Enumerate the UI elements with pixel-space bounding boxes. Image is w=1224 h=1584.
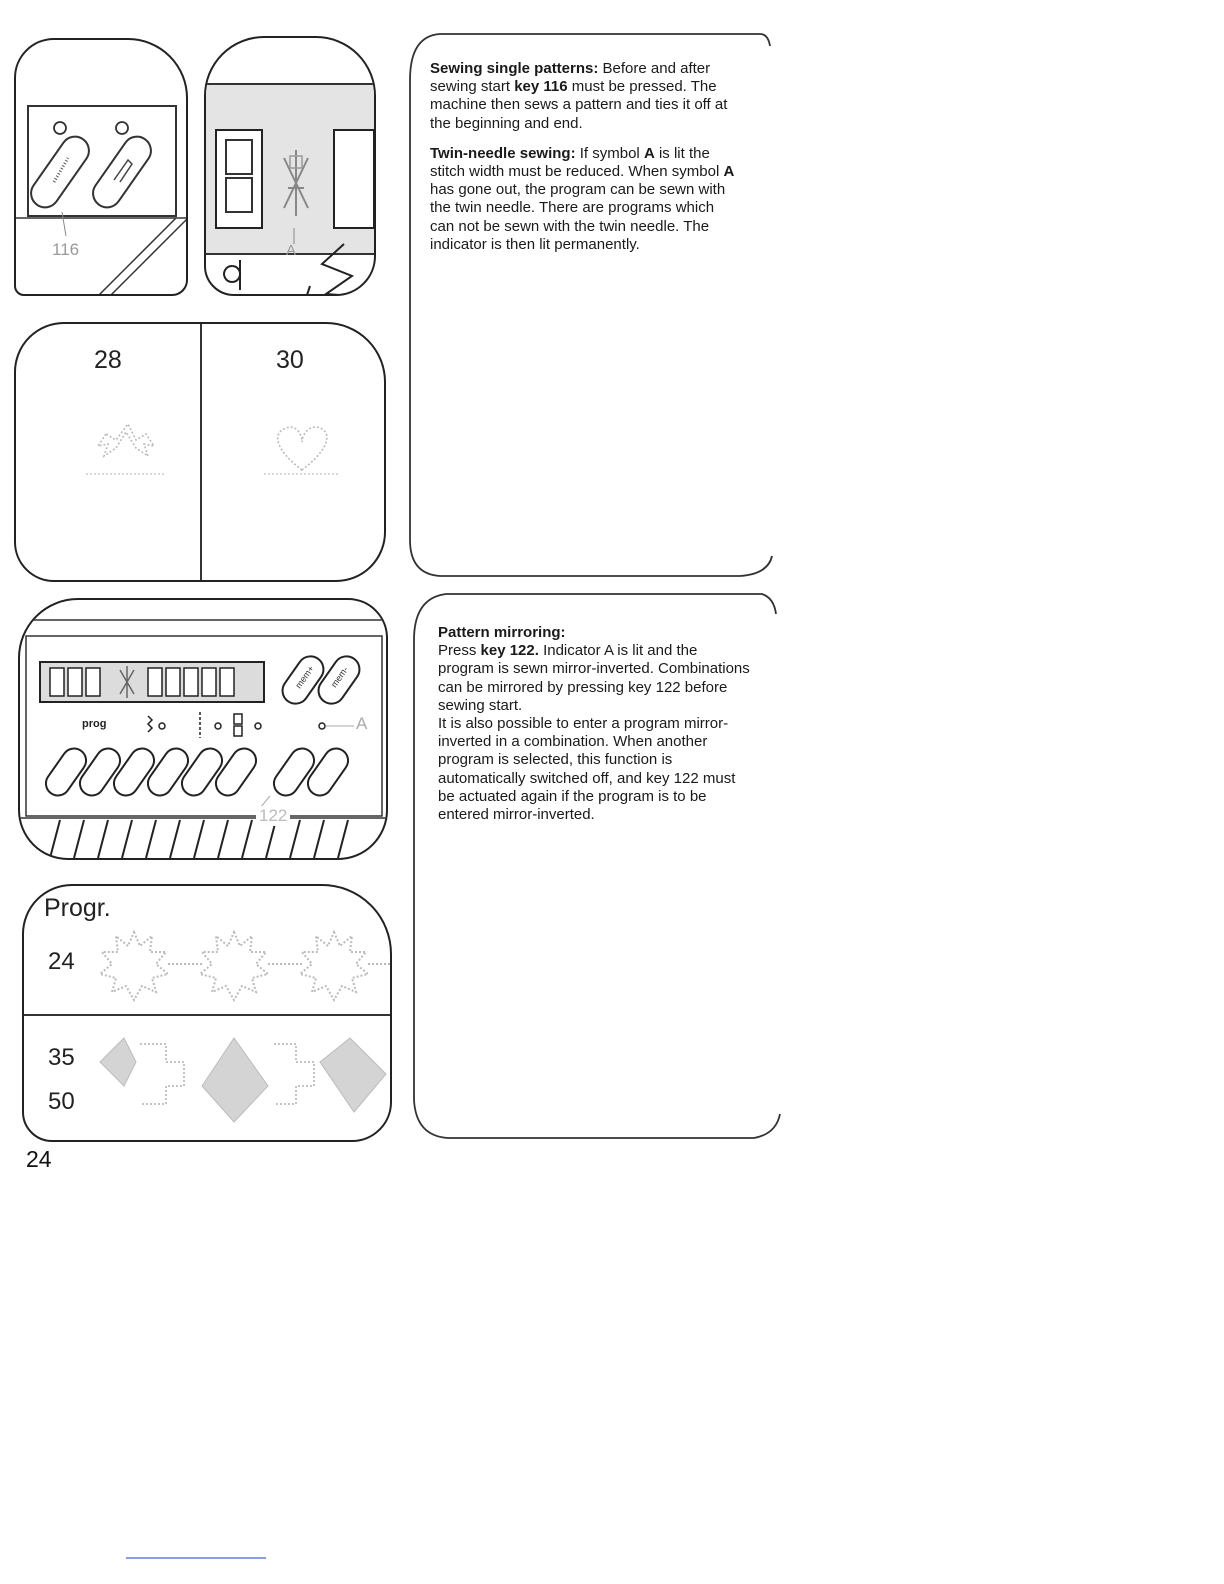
control-panel-122-illustration: [18, 598, 388, 860]
progr-combination-illustration: [22, 884, 392, 1142]
program-number-24: 24: [48, 948, 75, 975]
program-number-35: 35: [48, 1044, 75, 1071]
pattern-number-30: 30: [276, 346, 304, 374]
sewing-buttons-drawing: [16, 40, 188, 296]
progr-title: Progr.: [44, 894, 111, 922]
twin-needle-display-illustration: [204, 36, 376, 296]
indicator-a-label: A: [356, 714, 368, 733]
key-116-label: 116: [52, 240, 80, 259]
heading-twin-needle-sewing: Twin-needle sewing:: [430, 144, 576, 162]
paragraph-mirroring-heading: [438, 624, 750, 642]
patterns-28-30-illustration: [14, 322, 386, 582]
buttons-116-illustration: [14, 38, 188, 296]
program-number-50: 50: [48, 1088, 75, 1115]
combination-patterns-drawing: [24, 886, 392, 1142]
paragraph-twin-needle: Twin-needle sewing: If symbol A is lit the stitch width must be reduced. When symbol A has gone out, the program can be sewn with the twin needle. There are programs which can not be sewn with the twin needle. The indicator is then lit permanently.: [430, 144, 735, 253]
paragraph-single-patterns: Sewing single patterns: Before and after sewing start key 116 must be pressed. The machine then sews a pattern and ties it off at the beginning and end.: [430, 60, 728, 132]
pattern-number-28: 28: [94, 346, 122, 374]
key-122-label: 122: [256, 806, 290, 826]
page-number: 24: [26, 1146, 52, 1172]
prog-label: prog: [82, 718, 107, 730]
heading-pattern-mirroring: Pattern mirroring:: [438, 624, 566, 641]
paragraph-mirroring-1: Press key 122. Indicator A is lit and the program is sewn mirror-inverted. Combinations can be mirrored by pressing key 122 before sewing start.: [438, 642, 750, 714]
text-section-single-patterns: [430, 60, 742, 266]
stitch-patterns-drawing: [16, 324, 386, 582]
key-116-ref: key 116: [514, 78, 568, 96]
text-section-pattern-mirroring: [438, 624, 750, 824]
mem-minus-key-label: mem-: [328, 664, 351, 690]
control-panel-drawing: [20, 600, 388, 860]
paragraph-mirroring-2: It is also possible to enter a program mirror-inverted in a combination. When another program is selected, this function is automatically switched off, and key 122 must be actuated again if the program is to be entered mirror-inverted.: [438, 715, 736, 824]
indicator-a-label: A: [286, 242, 297, 259]
mem-plus-key-label: mem+: [293, 663, 316, 691]
heading-sewing-single-patterns: Sewing single patterns:: [430, 60, 599, 77]
key-122-ref: key 122.: [480, 642, 539, 660]
